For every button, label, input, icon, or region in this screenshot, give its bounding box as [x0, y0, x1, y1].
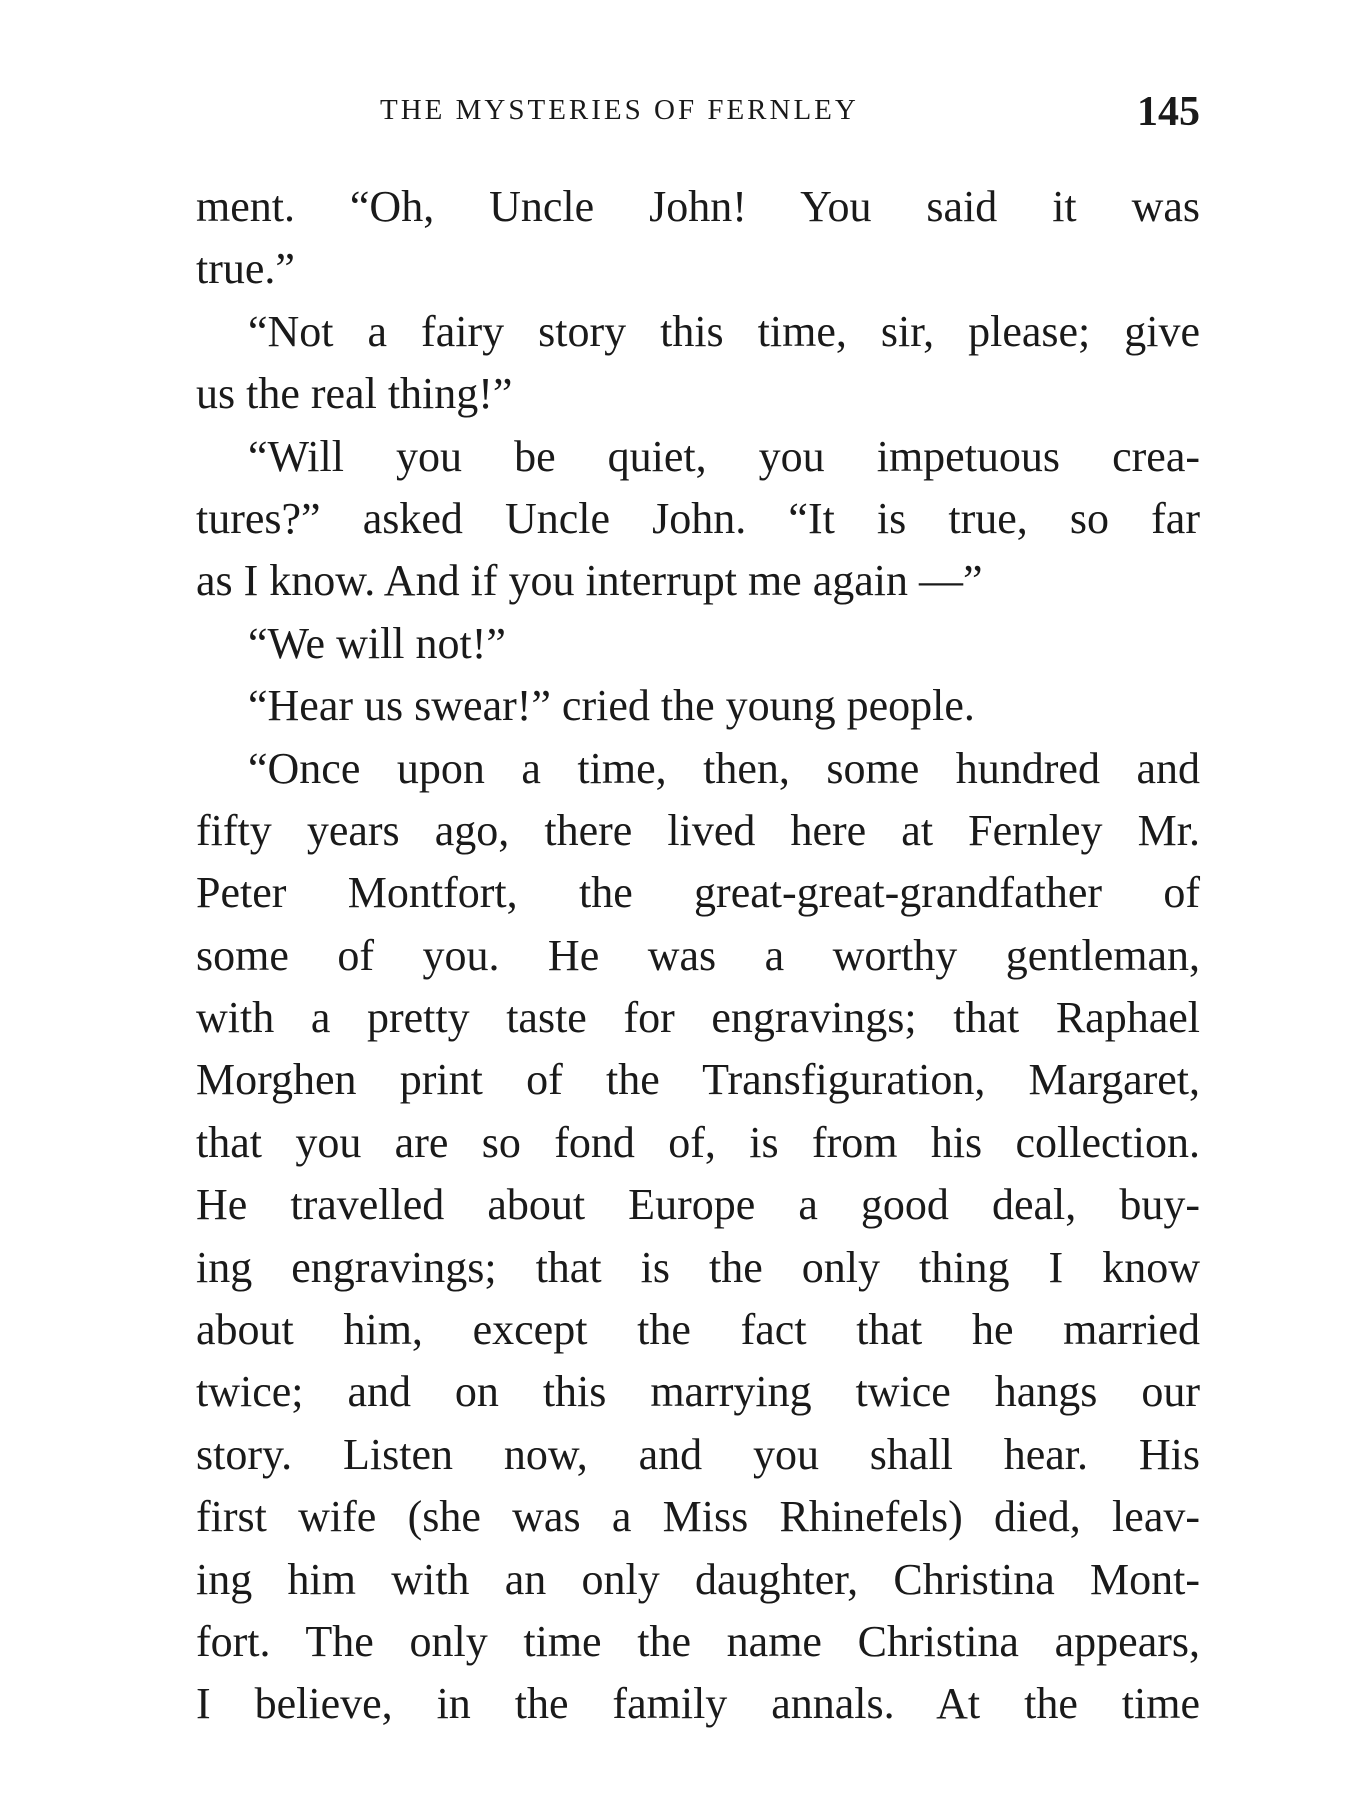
running-title: THE MYSTERIES OF FERNLEY [380, 94, 859, 126]
body-text [196, 176, 1200, 1736]
text-line: fifty years ago, there lived here at Fernley Mr. [196, 805, 1200, 855]
text-line: first wife (she was a Miss Rhinefels) died, leav- [196, 1492, 1200, 1542]
page-number: 145 [1137, 89, 1200, 135]
text-line: about him, except the fact that he married [196, 1305, 1200, 1355]
text-line: fort. The only time the name Christina appears, [196, 1616, 1200, 1666]
text-line: I believe, in the family annals. At the time [196, 1679, 1200, 1729]
text-line: ment. “Oh, Uncle John! You said it was [196, 182, 1200, 231]
text-line: ing him with an only daughter, Christina Mont- [196, 1554, 1200, 1604]
text-line: with a pretty taste for engravings; that Raphael [196, 993, 1200, 1043]
text-line: Morghen print of the Transfiguration, Margaret, [196, 1055, 1200, 1105]
text-line: twice; and on this marrying twice hangs our [196, 1367, 1200, 1417]
text-line: “Will you be quiet, you impetuous crea- [248, 431, 1200, 481]
text-line: true.” [196, 244, 295, 294]
text-line: “Once upon a time, then, some hundred and [248, 743, 1200, 793]
text-line: He travelled about Europe a good deal, buy- [196, 1180, 1200, 1230]
text-line: ing engravings; that is the only thing I know [196, 1242, 1200, 1292]
text-line: “Not a fairy story this time, sir, please; give [248, 306, 1200, 356]
text-line: that you are so fond of, is from his collection. [196, 1117, 1200, 1167]
text-line: some of you. He was a worthy gentleman, [196, 930, 1200, 980]
text-line: Peter Montfort, the great-great-grandfather of [196, 868, 1200, 918]
text-line: “Hear us swear!” cried the young people. [248, 681, 975, 731]
text-line: “We will not!” [248, 618, 506, 668]
text-line: as I know. And if you interrupt me again —” [196, 556, 983, 606]
text-line: us the real thing!” [196, 369, 513, 419]
text-line: story. Listen now, and you shall hear. His [196, 1429, 1200, 1479]
running-head [380, 88, 1200, 138]
text-line: tures?” asked Uncle John. “It is true, so far [196, 493, 1200, 543]
